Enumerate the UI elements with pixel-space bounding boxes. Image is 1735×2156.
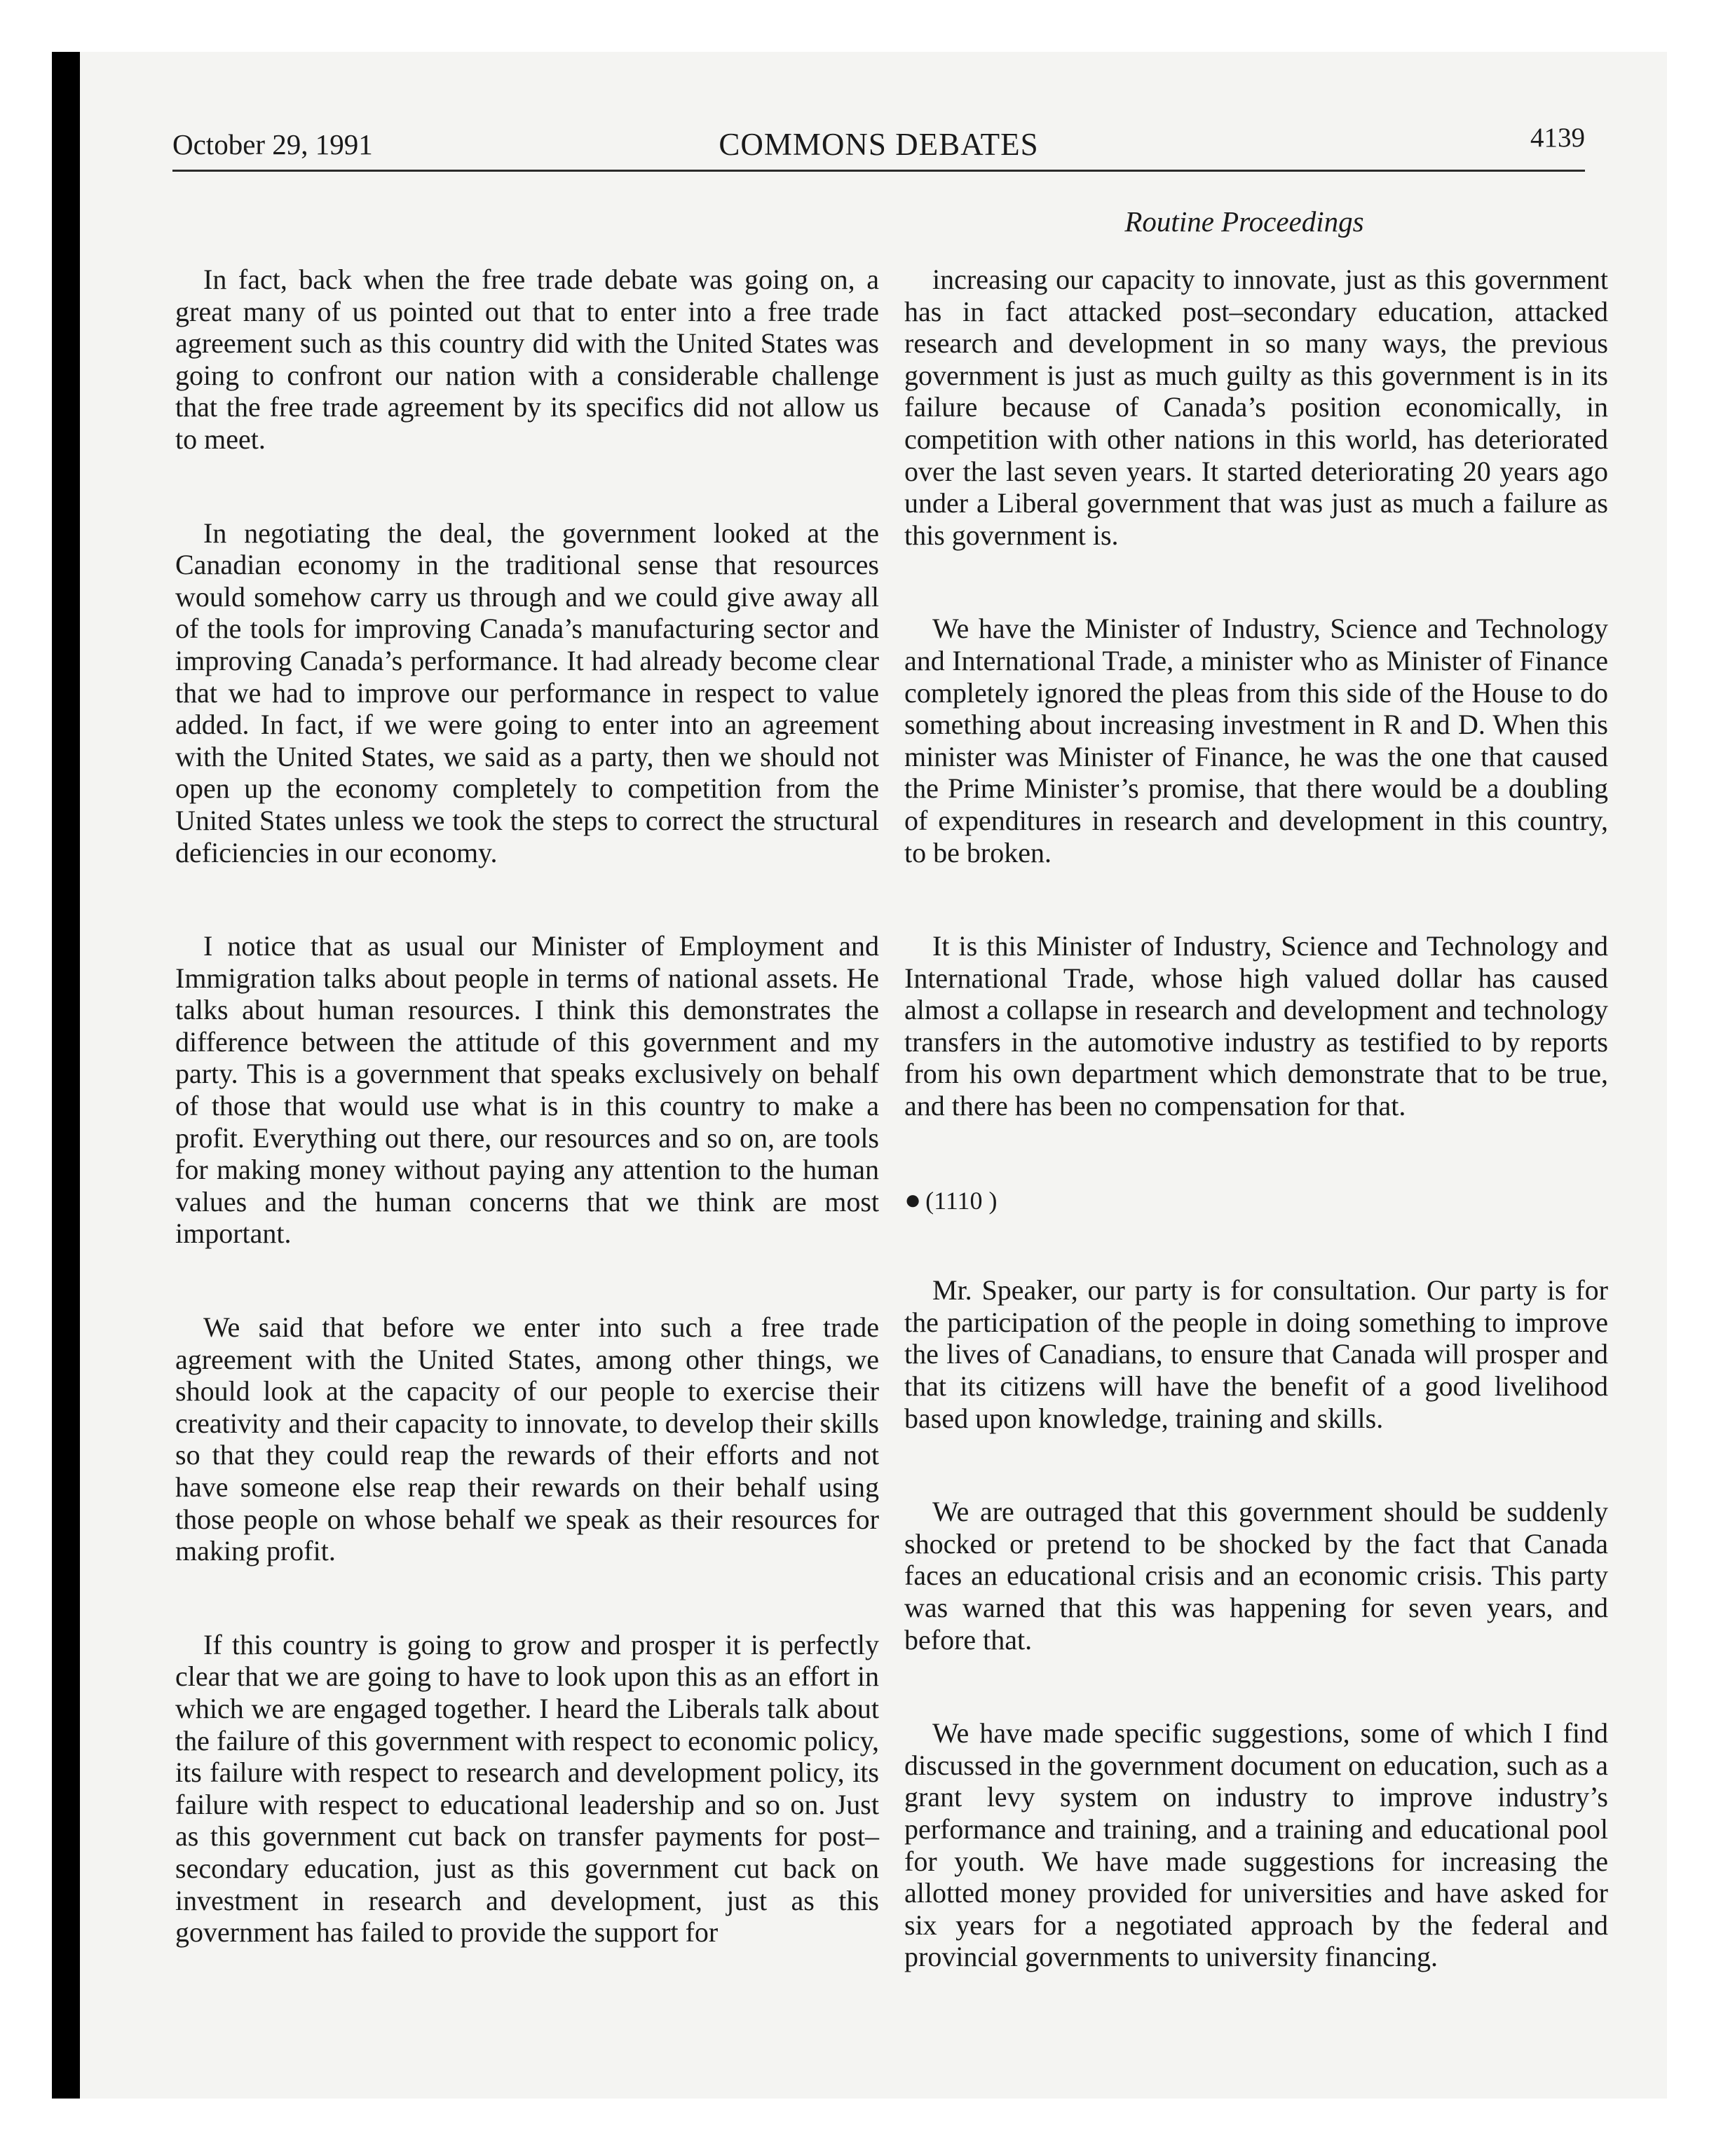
paragraph: In negotiating the deal, the government looked at the Canadian economy in the traditional sense that resources would somehow carry us through and we could give away all of the tools for improving Canada’s manufacturing sector and improving Canada’s performance. It had already become clear that we had to improve our performance in respect to value added. In fact, if we were going to enter into an agreement with the United States, we said as a party, then we should not open up the economy completely to competition from the United States unless we took the steps to correct the structural deficiencies in our economy. — [175, 517, 879, 868]
right-column — [904, 264, 1608, 2035]
bullet-icon: ● — [904, 1183, 922, 1215]
paragraph: We have made specific suggestions, some of which I find discussed in the government document on education, such as a grant levy system on industry to improve industry’s performance and training, and a training and educational pool for youth. We have made suggestions for increasing the allotted money provided for universities and have asked for six years for a negotiated approach by the federal and provincial governments to university financing. — [904, 1717, 1608, 1973]
page-number: 4139 — [1530, 123, 1585, 153]
paragraph: If this country is going to grow and prosper it is perfectly clear that we are going to have to look upon this as an effort in which we are engaged together. I heard the Liberals talk about the failure of this government with respect to economic policy, its failure with respect to research and development policy, its failure with respect to educational leadership and so on. Just as this government cut back on transfer payments for post–secondary education, just as this government cut back on investment in research and development, just as this government has failed to provide the support for — [175, 1628, 879, 1949]
paragraph: Mr. Speaker, our party is for consultation. Our party is for the participation of the people in doing something to improve the lives of Canadians, to ensure that Canada will prosper and that its citizens will have the benefit of a good livelihood based upon knowledge, training and skills. — [904, 1274, 1608, 1434]
paragraph: It is this Minister of Industry, Science and Technology and International Trade, whose high valued dollar has caused almost a collapse in research and development and technology transfers in the automotive industry as testified to by reports from his own department which demonstrate that to be true, and there has been no compensation for that. — [904, 930, 1608, 1122]
publication-title: COMMONS DEBATES — [719, 127, 1039, 162]
running-header — [172, 123, 1585, 172]
paragraph: increasing our capacity to innovate, just as this government has in fact attacked post–secondary education, attacked research and development in so many ways, the previous government is just as much guilty as this government is in its failure because of Canada’s position economically, in competition with other nations in this world, has deteriorated over the last seven years. It started deteriorating 20 years ago under a Liberal government that was just as much a failure as this government is. — [904, 264, 1608, 551]
paragraph: I notice that as usual our Minister of Employment and Immigration talks about people in terms of national assets. He talks about human resources. I think this demonstrates the difference between the attitude of this government and my party. This is a government that speaks exclusively on behalf of those that would use what is in this country to make a profit. Everything out there, our resources and so on, are tools for making money without paying any attention to the human values and the human concerns that we think are most important. — [175, 930, 879, 1250]
scan-binding-edge — [52, 52, 80, 2099]
paragraph: We are outraged that this government should be suddenly shocked or pretend to be shocked by the fact that Canada faces an educational crisis and an economic crisis. This party was warned that this was happening for seven years, and before that. — [904, 1496, 1608, 1656]
time-stamp — [904, 1184, 1608, 1217]
paragraph: In fact, back when the free trade debate was going on, a great many of us pointed out that to enter into a free trade agreement such as this country did with the United States was going to confront our nation with a considerable challenge that the free trade agreement by its specifics did not allow us to meet. — [175, 264, 879, 455]
paragraph: We have the Minister of Industry, Science and Technology and International Trade, a minister who as Minister of Finance completely ignored the pleas from this side of the House to do something about increasing investment in R and D. When this minister was Minister of Finance, he was the one that caused the Prime Minister’s promise, that there would be a doubling of expenditures in research and development in this country, to be broken. — [904, 613, 1608, 868]
time-stamp-text: (1110 ) — [925, 1186, 998, 1215]
header-date: October 29, 1991 — [172, 128, 373, 161]
paragraph: We said that before we enter into such a free trade agreement with the United States, among other things, we should look at the capacity of our people to exercise their creativity and their capacity to innovate, to develop their skills so that they could reap the rewards of their efforts and not have someone else reap their rewards on their behalf using those people on whose behalf we speak as their resources for making profit. — [175, 1311, 879, 1567]
section-label: Routine Proceedings — [1124, 205, 1364, 238]
left-column — [175, 264, 879, 2010]
